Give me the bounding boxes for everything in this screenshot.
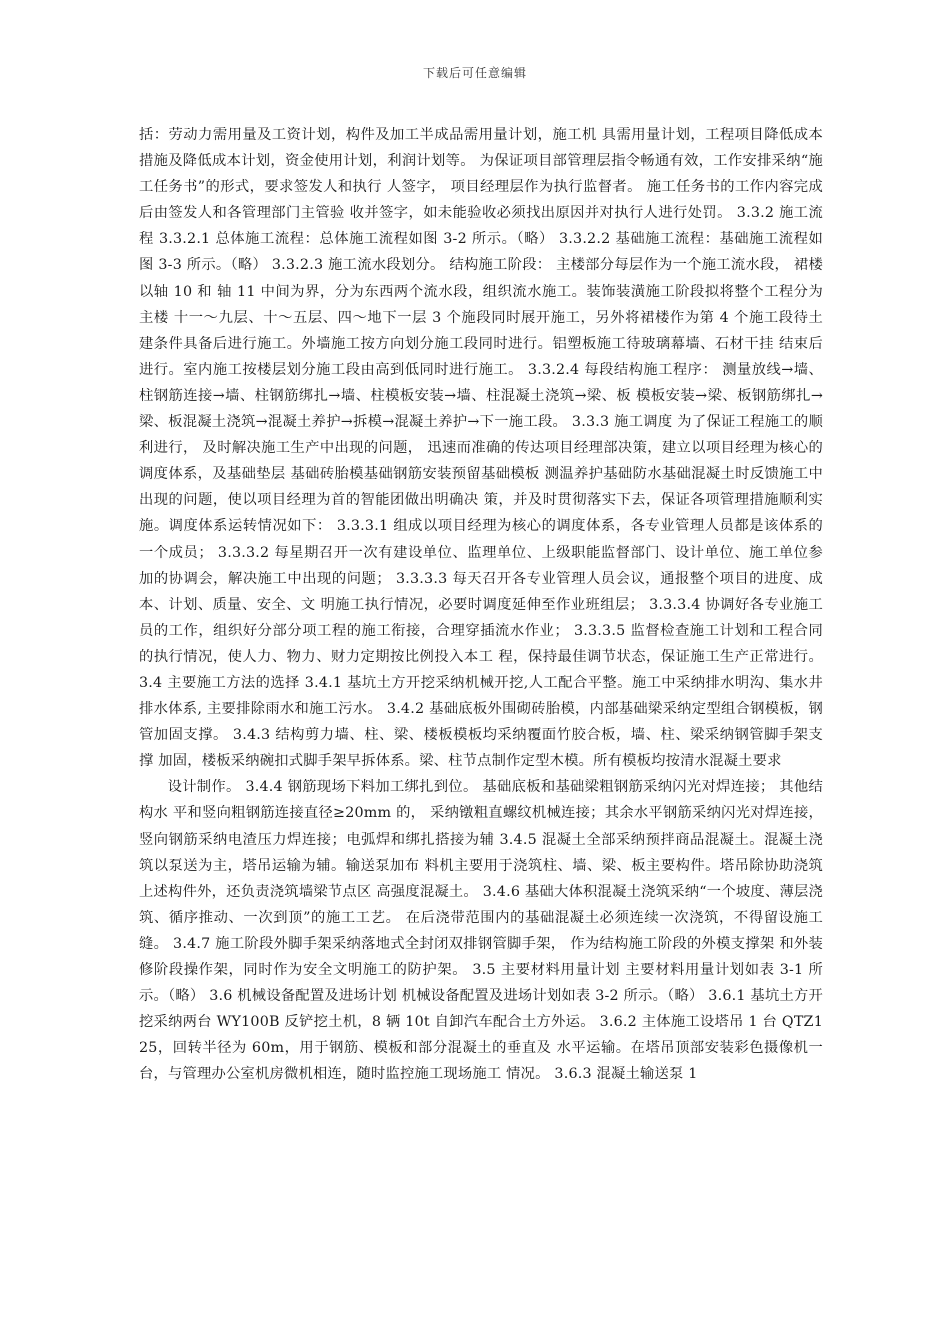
body-paragraph-2: 设计制作。 3.4.4 钢筋现场下料加工绑扎到位。 基础底板和基础梁粗钢筋采纳闪光对焊连接； 其他结构水 平和竖向粗钢筋连接直径≥20mm 的， 采纳镦粗直螺纹机械连接；其余水平钢筋采纳闪光对焊连接， 竖向钢筋采纳电渣压力焊连接；电弧焊和绑扎搭接为辅 3.4.5 混凝土全部采纳预拌商品混凝土。混凝土浇筑以泵送为主，塔吊运输为辅。输送泵加布 料机主要用于浇筑柱、墙、梁、板主要构件。塔吊除协助浇筑上述构件外，还负责浇筑墙梁节点区 高强度混凝土。 3.4.6 基础大体积混凝土浇筑采纳“一个坡度、薄层浇筑、循序推动、一次到顶”的施工工艺。 在后浇带范围内的基础混凝土必须连续一次浇筑，不得留设施工缝。 3.4.7 施工阶段外脚手架采纳落地式全封闭双排钢管脚手架， 作为结构施工阶段的外模支撑架 和外装修阶段操作架，同时作为安全文明施工的防护架。 3.5 主要材料用量计划 主要材料用量计划如表 3-1 所示。（略） 3.6 机械设备配置及进场计划 机械设备配置及进场计划如表 3-2 所示。（略） 3.6.1 基坑土方开挖采纳两台 WY100B 反铲挖土机，8 辆 10t 自卸汽车配合土方外运。 3.6.2 主体施工设塔吊 1 台 QTZ125，回转半径为 60m，用于钢筋、模板和部分混凝土的垂直及 水平运输。在塔吊顶部安装彩色摄像机一台，与管理办公室机房微机相连，随时监控施工现场施工 情况。 3.6.3 混凝土输送泵 1 — [139, 779, 823, 1083]
body-paragraph-1: 括：劳动力需用量及工资计划，构件及加工半成品需用量计划，施工机 具需用量计划，工程项目降低成本措施及降低成本计划，资金使用计划，利润计划等。 为保证项目部管理层指令畅通有效，工作安排采纳“施工任务书”的形式，要求签发人和执行 人签字， 项目经理层作为执行监督者。 施工任务书的工作内容完成后由签发人和各管理部门主管验 收并签字，如未能验收必须找出原因并对执行人进行处罚。 3.3.2 施工流程 3.3.2.1 总体施工流程：总体施工流程如图 3-2 所示。（略） 3.3.2.2 基础施工流程：基础施工流程如图 3-3 所示。（略） 3.3.2.3 施工流水段划分。 结构施工阶段： 主楼部分每层作为一个施工流水段， 裙楼以轴 10 和 轴 11 中间为界，分为东西两个流水段，组织流水施工。装饰装潢施工阶段拟将整个工程分为主楼 十一～九层、十～五层、四～地下一层 3 个施段同时展开施工，另外将裙楼作为第 4 个施工段待土 建条件具备后进行施工。外墙施工按方向划分施工段同时进行。铝塑板施工待玻璃幕墙、石材干挂 结束后进行。室内施工按楼层划分施工段由高到低同时进行施工。 3.3.2.4 每段结构施工程序： 测量放线→墙、柱钢筋连接→墙、柱钢筋绑扎→墙、柱模板安装→墙、柱混凝土浇筑→梁、板 模板安装→梁、板钢筋绑扎→梁、板混凝土浇筑→混凝土养护→拆模→混凝土养护→下一施工段。 3.3.3 施工调度 为了保证工程施工的顺利进行， 及时解决施工生产中出现的问题， 迅速而准确的传达项目经理部决策，建立以项目经理为核心的调度体系，及基础垫层 基础砖胎模基础钢筋安装预留基础模板 测温养护基础防水基础混凝土时反馈施工中出现的问题，使以项目经理为首的智能团做出明确决 策，并及时贯彻落实下去，保证各项管理措施顺利实施。调度体系运转情况如下： 3.3.3.1 组成以项目经理为核心的调度体系，各专业管理人员都是该体系的一个成员； 3.3.3.2 每星期召开一次有建设单位、监理单位、上级职能监督部门、设计单位、施工单位参 加的协调会，解决施工中出现的问题； 3.3.3.3 每天召开各专业管理人员会议，通报整个项目的进度、成本、计划、质量、安全、文 明施工执行情况，必要时调度延伸至作业班组层； 3.3.3.4 协调好各专业施工员的工作，组织好分部分项工程的施工衔接，合理穿插流水作业； 3.3.3.5 监督检查施工计划和工程合同的执行情况，使人力、物力、财力定期按比例投入本工 程，保持最佳调节状态，保证施工生产正常进行。 3.4 主要施工方法的选择 3.4.1 基坑土方开挖采纳机械开挖,人工配合平整。施工中采纳排水明沟、集水井排水体系, 主要排除雨水和施工污水。 3.4.2 基础底板外围砌砖胎模，内部基础梁采纳定型组合钢模板，钢管加固支撑。 3.4.3 结构剪力墙、柱、梁、楼板模板均采纳覆面竹胶合板，墙、柱、梁采纳钢管脚手架支撑 加固，楼板采纳碗扣式脚手架早拆体系。梁、柱节点制作定型木模。所有模板均按清水混凝土要求 — [139, 127, 823, 770]
document-body — [139, 122, 823, 1087]
page-header: 下载后可任意编辑 — [422, 66, 527, 80]
